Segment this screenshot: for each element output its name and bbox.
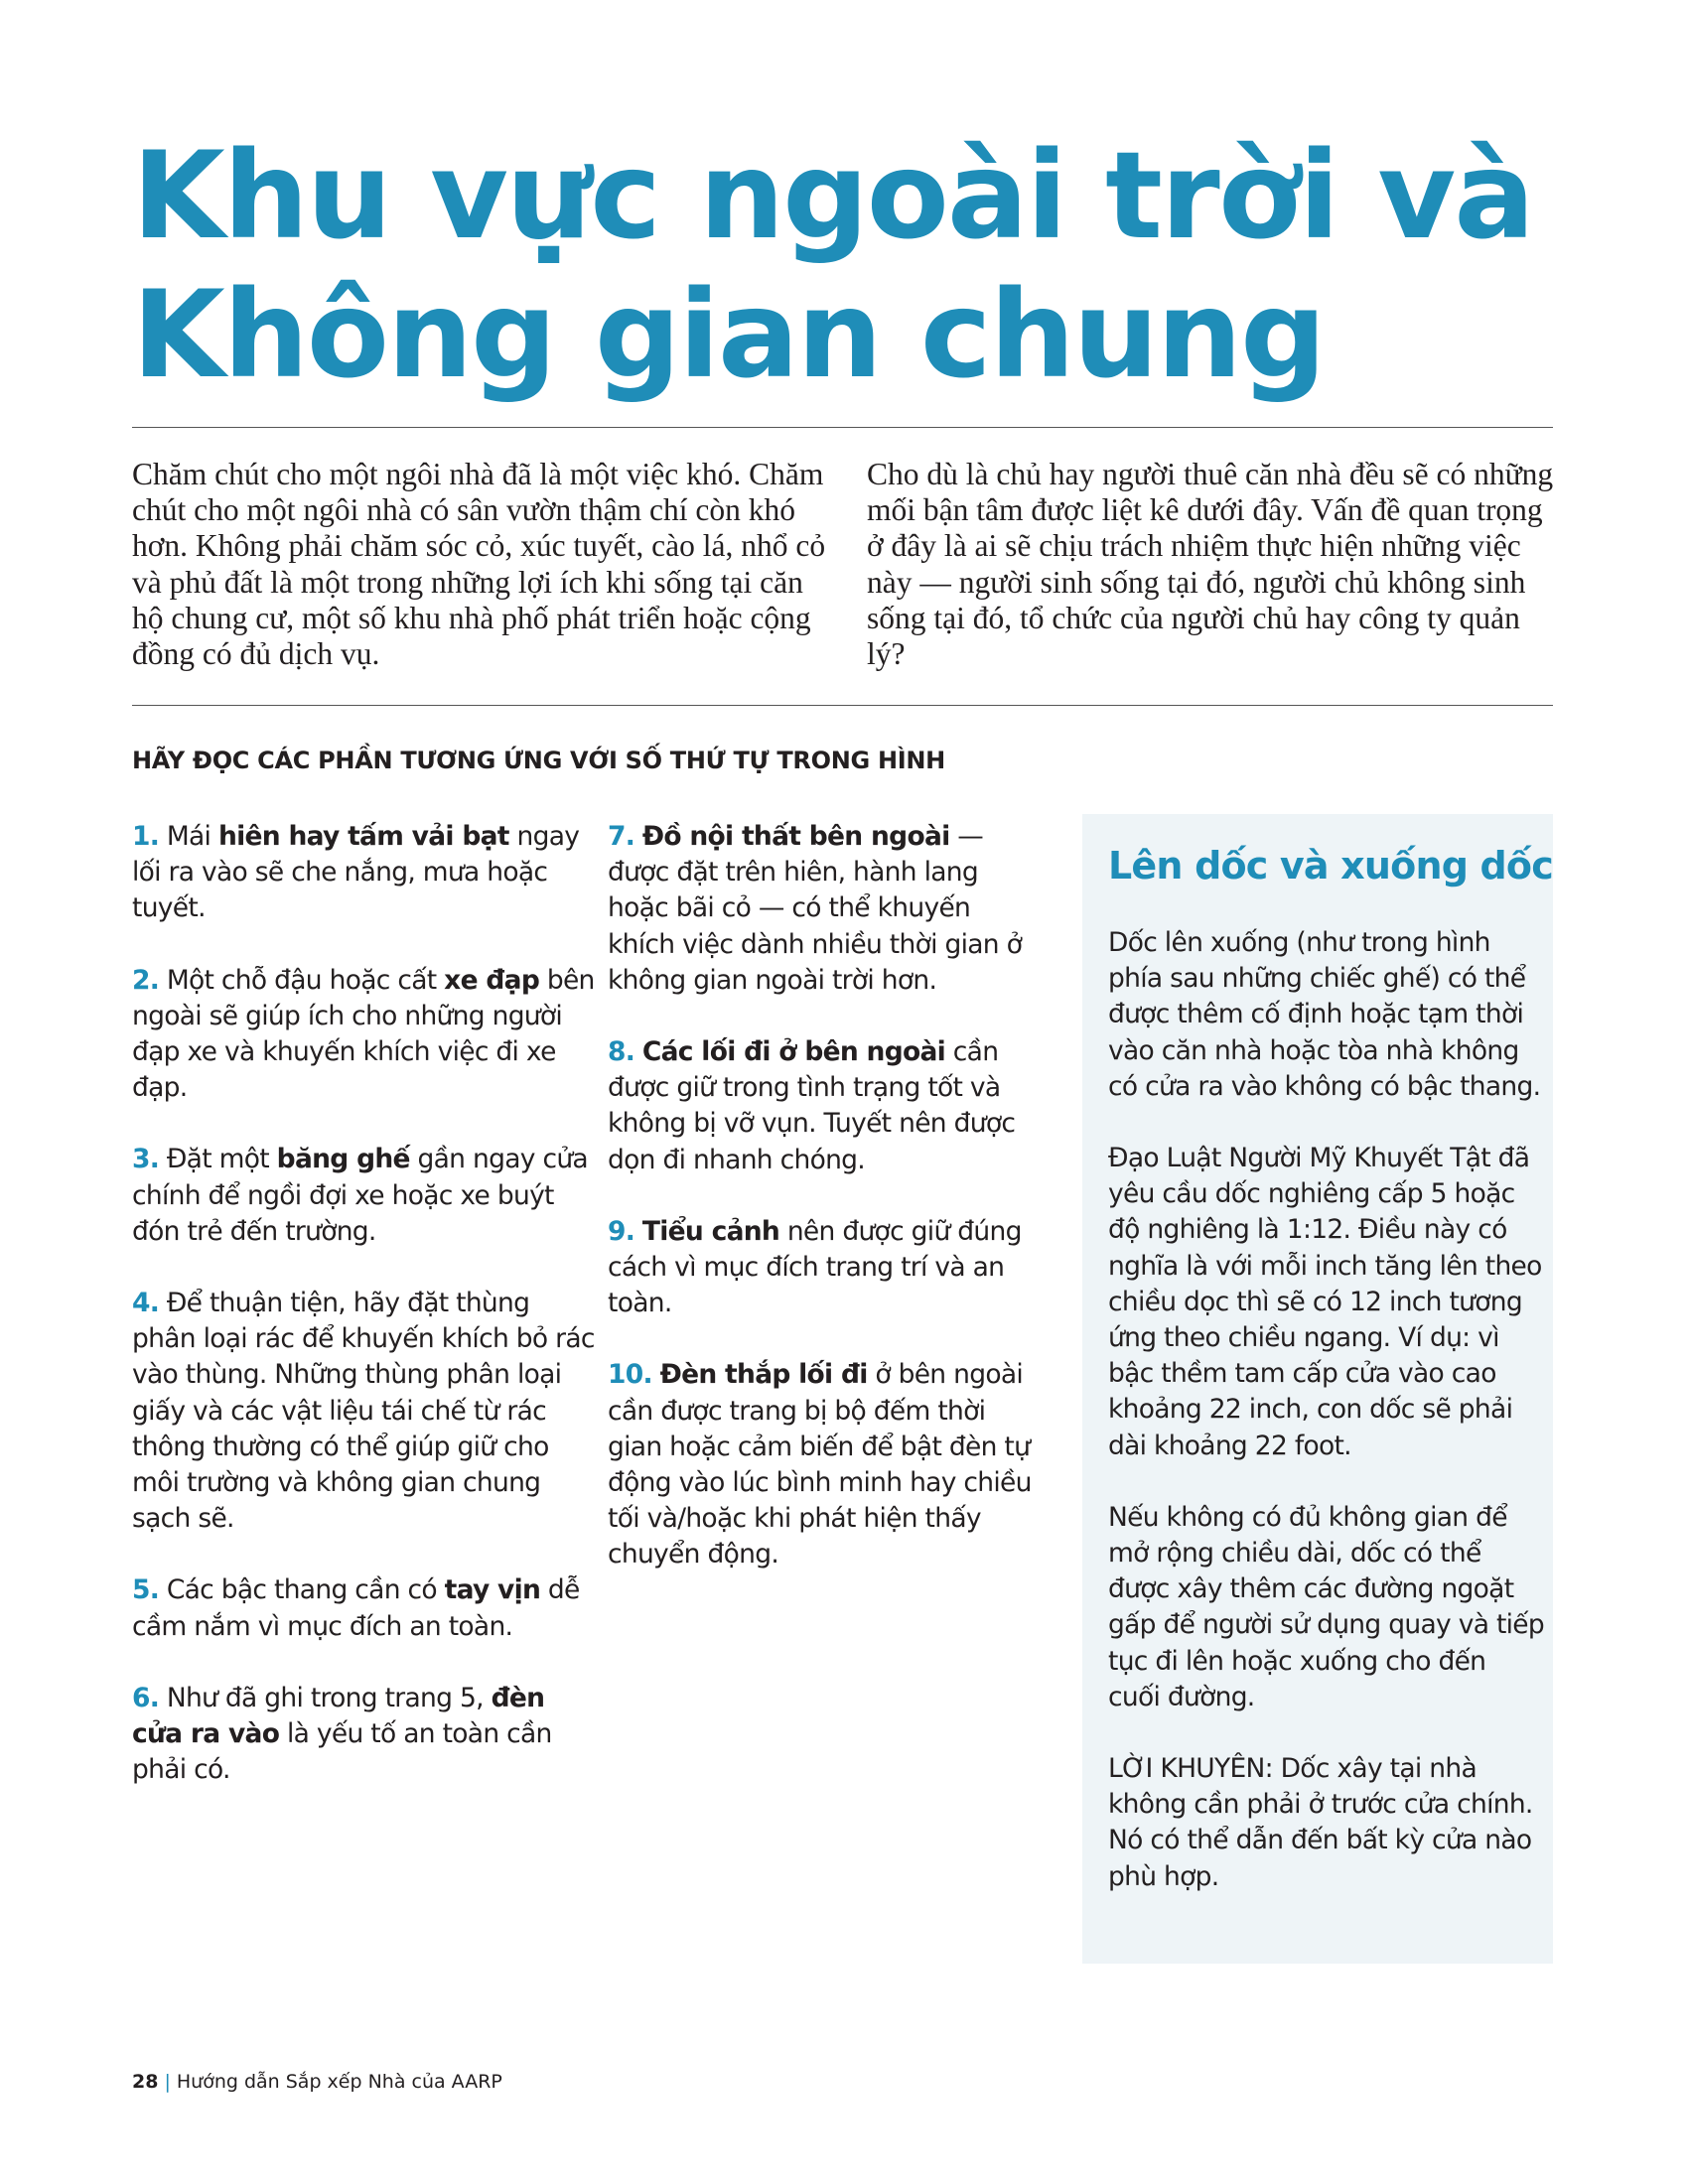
- item-text: — được đặt trên hiên, hành lang hoặc bãi cỏ — có thể khuyến khích việc dành nhiều thời gian ở không gian ngoài trời hơn.: [608, 821, 1023, 996]
- list-item-3: [132, 1142, 599, 1250]
- list-item-10: [608, 1357, 1045, 1572]
- item-text: Để thuận tiện, hãy đặt thùng phân loại rác để khuyến khích bỏ rác vào thùng. Những thùng phân loại giấy và các vật liệu tái chế từ rác thông thường có thể giúp giữ cho môi trường và không gian chung sạch sẽ.: [132, 1288, 595, 1535]
- page-title-line-2: Không gian chung: [132, 265, 1325, 405]
- item-text: [652, 1359, 660, 1390]
- section-heading: HÃY ĐỌC CÁC PHẦN TƯƠNG ỨNG VỚI SỐ THỨ TỰ TRONG HÌNH: [132, 747, 945, 774]
- item-number: 4.: [132, 1288, 160, 1319]
- item-highlight: Các lối đi ở bên ngoài: [641, 1036, 946, 1068]
- item-text: cần được giữ trong tình trạng tốt và không bị vỡ vụn. Tuyết nên được dọn đi nhanh chóng.: [608, 1036, 1016, 1175]
- item-text: nên được giữ đúng cách vì mục đích trang trí và an toàn.: [608, 1215, 1022, 1319]
- intro-right-paragraph: Cho dù là chủ hay người thuê căn nhà đều sẽ có những mối bận tâm được liệt kê dưới đây. Vấn đề quan trọng ở đây là ai sẽ chịu trách nhiệm thực hiện những việc này — người sinh sống tại đó, người chủ không sinh sống tại đó, tổ chức của người chủ hay công ty quản lý?: [867, 457, 1554, 672]
- item-text: Đặt một: [159, 1144, 277, 1175]
- page-number: 28: [132, 2071, 159, 2093]
- ramp-sidebar: [1082, 814, 1553, 1964]
- item-text: gần ngay cửa chính để ngồi đợi xe hoặc xe buýt đón trẻ đến trường.: [132, 1144, 588, 1247]
- item-number: 1.: [132, 821, 160, 852]
- item-text: ở bên ngoài cần được trang bị bộ đếm thời gian hoặc cảm biến để bật đèn tự động vào lúc bình minh hay chiều tối và/hoặc khi phát hiện thấy chuyển động.: [608, 1359, 1032, 1570]
- intro-left-paragraph: Chăm chút cho một ngôi nhà đã là một việc khó. Chăm chút cho một ngôi nhà có sân vườn thậm chí còn khó hơn. Không phải chăm sóc cỏ, xúc tuyết, cào lá, nhổ cỏ và phủ đất là một trong những lợi ích khi sống tại căn hộ chung cư, một số khu nhà phố phát triển hoặc cộng đồng có đủ dịch vụ.: [132, 457, 826, 672]
- sidebar-paragraph-1: Dốc lên xuống (như trong hình phía sau những chiếc ghế) có thể được thêm cố định hoặc tạm thời vào căn nhà hoặc tòa nhà không có cửa ra vào không có bậc thang.: [1108, 927, 1541, 1102]
- items-column-left: [132, 819, 599, 1824]
- item-text: bên ngoài sẽ giúp ích cho những người đạp xe và khuyến khích việc đi xe đạp.: [132, 964, 595, 1104]
- item-text: Một chỗ đậu hoặc cất: [159, 964, 445, 996]
- list-item-9: [608, 1214, 1045, 1322]
- footer-separator: |: [164, 2071, 171, 2093]
- item-highlight: đèn cửa ra vào: [132, 1682, 545, 1750]
- sidebar-tip: LỜI KHUYÊN: Dốc xây tại nhà không cần phải ở trước cửa chính. Nó có thể dẫn đến bất kỳ cửa nào phù hợp.: [1108, 1753, 1533, 1892]
- item-number: 9.: [608, 1215, 635, 1247]
- top-divider: [132, 427, 1553, 428]
- item-text: [634, 821, 642, 852]
- item-number: 2.: [132, 964, 160, 996]
- page-title: [132, 127, 1562, 405]
- item-highlight: Đồ nội thất bên ngoài: [641, 821, 950, 852]
- middle-divider: [132, 705, 1553, 706]
- item-highlight: hiên hay tấm vải bạt: [217, 821, 509, 852]
- sidebar-body: [1108, 925, 1545, 1931]
- item-highlight: tay vịn: [444, 1574, 541, 1606]
- item-text: Các bậc thang cần có: [159, 1574, 445, 1606]
- item-highlight: Đèn thắp lối đi: [659, 1359, 868, 1391]
- sidebar-paragraph-2: Đạo Luật Người Mỹ Khuyết Tật đã yêu cầu dốc nghiêng cấp 5 hoặc độ nghiêng là 1:12. Điều này có nghĩa là với mỗi inch tăng lên theo chiều dọc thì sẽ có 12 inch tương ứng theo chiều ngang. Ví dụ: vì bậc thềm tam cấp cửa vào cao khoảng 22 inch, con dốc sẽ phải dài khoảng 22 foot.: [1108, 1143, 1542, 1461]
- item-highlight: Tiểu cảnh: [641, 1215, 780, 1247]
- sidebar-title: Lên dốc và xuống dốc: [1108, 844, 1553, 887]
- items-column-middle: [608, 819, 1045, 1609]
- item-text: ngay lối ra vào sẽ che nắng, mưa hoặc tuyết.: [132, 821, 580, 924]
- item-number: 5.: [132, 1574, 160, 1606]
- page-footer: [132, 2071, 502, 2093]
- list-item-6: [132, 1681, 599, 1789]
- list-item-7: [608, 819, 1045, 999]
- item-number: 6.: [132, 1682, 160, 1713]
- list-item-5: [132, 1572, 599, 1644]
- footer-publication-title: Hướng dẫn Sắp xếp Nhà của AARP: [176, 2071, 502, 2093]
- item-number: 10.: [608, 1359, 652, 1391]
- item-text: [634, 1036, 642, 1067]
- item-highlight: xe đạp: [444, 964, 540, 996]
- list-item-2: [132, 963, 599, 1107]
- list-item-4: [132, 1286, 599, 1537]
- list-item-1: [132, 819, 599, 927]
- item-text: là yếu tố an toàn cần phải có.: [132, 1718, 552, 1786]
- list-item-8: [608, 1034, 1045, 1178]
- item-number: 7.: [608, 821, 635, 852]
- item-number: 8.: [608, 1036, 635, 1068]
- item-text: Mái: [159, 821, 218, 852]
- item-highlight: băng ghế: [276, 1144, 410, 1175]
- item-text: dễ cầm nắm vì mục đích an toàn.: [132, 1574, 580, 1642]
- sidebar-paragraph-3: Nếu không có đủ không gian để mở rộng chiều dài, dốc có thể được xây thêm các đường ngoặt gấp để người sử dụng quay và tiếp tục đi lên hoặc xuống cho đến cuối đường.: [1108, 1501, 1545, 1712]
- page-title-line-1: Khu vực ngoài trời và: [132, 126, 1533, 266]
- item-number: 3.: [132, 1144, 160, 1175]
- item-text: Như đã ghi trong trang 5,: [159, 1682, 492, 1713]
- item-text: [634, 1216, 642, 1247]
